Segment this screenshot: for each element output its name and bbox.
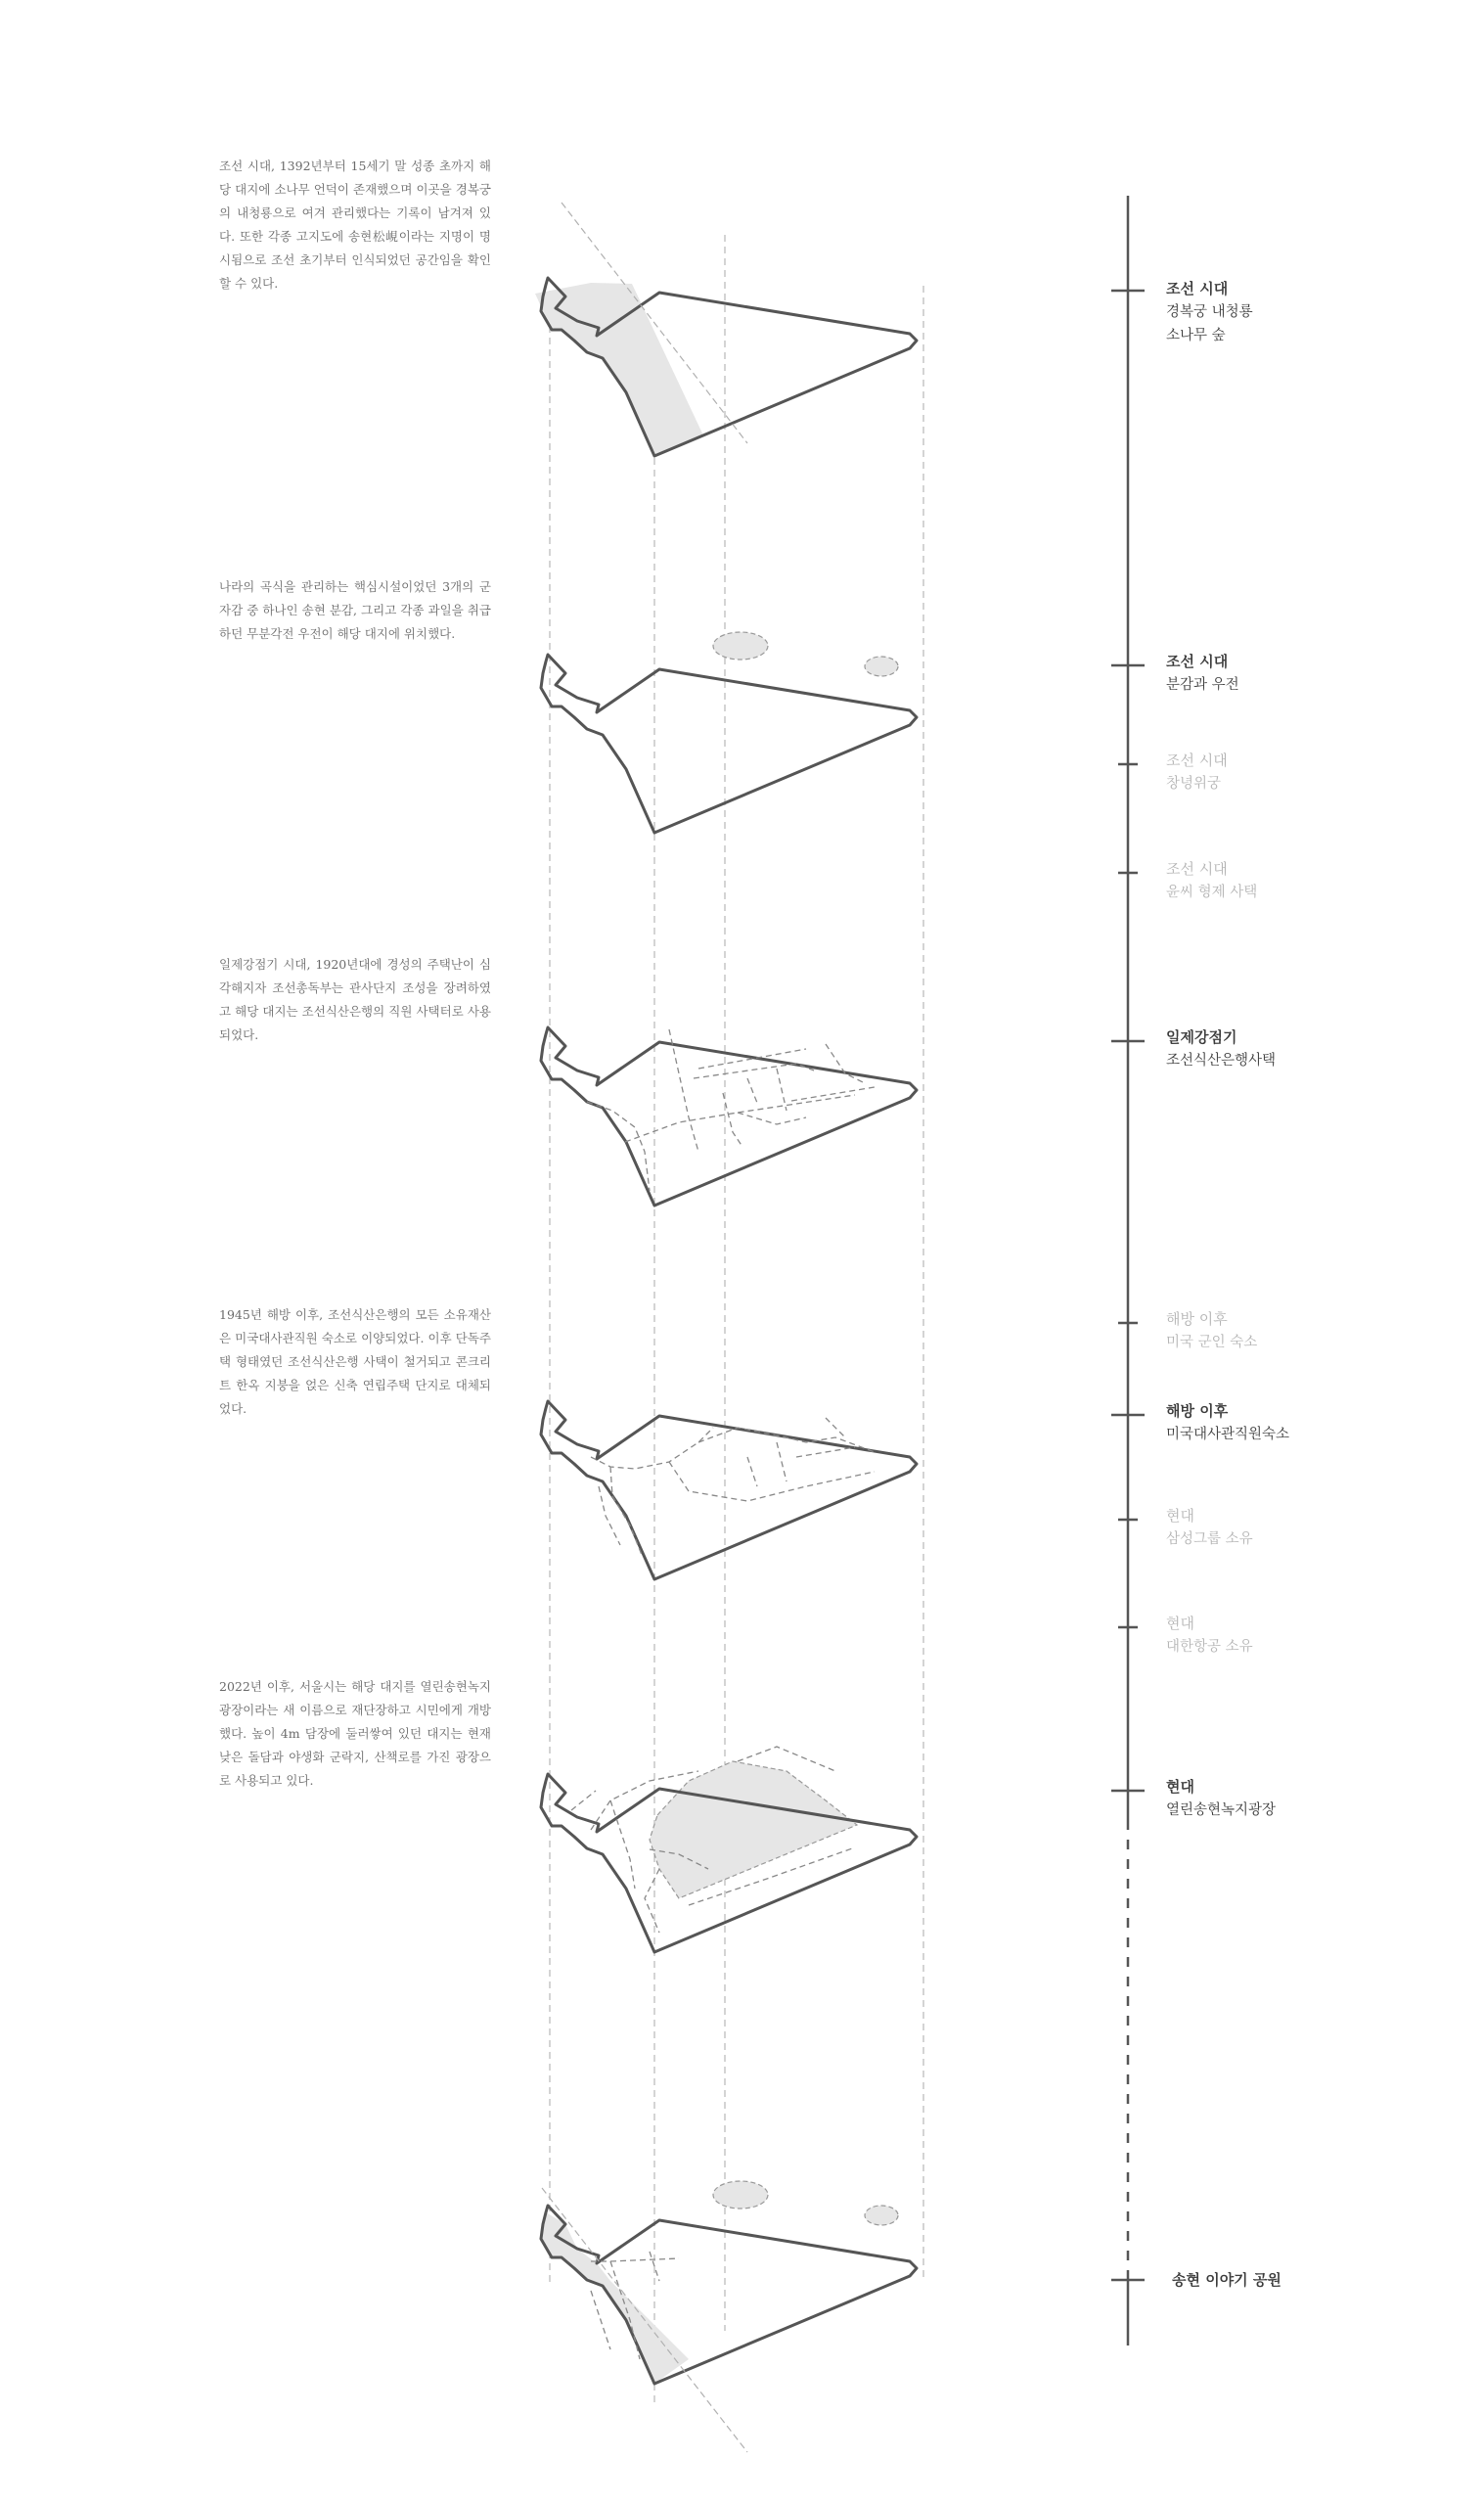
site-layer-4-embassy-housing (541, 1401, 917, 1579)
entry-name: 윤씨 형제 사택 (1166, 885, 1258, 900)
entry-era: 일제강점기 (1166, 1028, 1237, 1046)
timeline-entry-open-plaza (1166, 1775, 1276, 1822)
entry-name: 미국대사관직원숙소 (1166, 1427, 1290, 1442)
ujeon-store (865, 657, 898, 676)
entry-name-2: 소나무 숲 (1166, 328, 1226, 343)
site-layer-2-storehouse (541, 632, 917, 833)
entry-name: 대한항공 소유 (1166, 1639, 1253, 1655)
green-plaza-area (650, 1761, 857, 1898)
bungam-storehouse (713, 632, 768, 660)
entry-name: 미국 군인 숙소 (1166, 1335, 1258, 1350)
timeline-entry-joseon-storehouse (1166, 650, 1239, 697)
timeline-entry-korean-air (1166, 1612, 1253, 1659)
description-colonial-housing: 일제강점기 시대, 1920년대에 경성의 주택난이 심각해지자 조선총독부는 관사단지 조성을 장려하였고 해당 대지는 조선식산은행의 직원 사택터로 사용되었다. (219, 957, 491, 1042)
description-liberation-housing: 1945년 해방 이후, 조선식산은행의 모든 소유재산은 미국대사관직원 숙소로 이양되었다. 이후 단독주택 형태였던 조선식산은행 사택이 철거되고 콘크리트 한옥 지붕을 얹은 신축 연립주택 단지로 대체되었다. (219, 1307, 491, 1416)
timeline-entry-joseon-pine (1166, 277, 1253, 347)
entry-era: 조선 시대 (1166, 280, 1229, 297)
bungam-storehouse (713, 2181, 768, 2209)
park-forest-area (541, 2212, 689, 2384)
pine-forest-area (535, 283, 703, 456)
entry-name: 열린송현녹지광장 (1166, 1802, 1277, 1818)
entry-name: 경복궁 내청룡 (1166, 304, 1253, 320)
timeline-entry-samsung (1166, 1504, 1253, 1551)
timeline-entry-embassy (1166, 1399, 1289, 1446)
entry-name: 창녕위궁 (1166, 776, 1222, 792)
site-layer-1 (535, 203, 917, 456)
description-joseon-storehouse: 나라의 곡식을 관리하는 핵심시설이었던 3개의 군자감 중 하나인 송현 분감, 그리고 각종 과일을 취급하던 무분각전 우전이 해당 대지에 위치했다. (219, 579, 491, 641)
ujeon-store (865, 2206, 898, 2225)
entry-name: 삼성그룹 소유 (1166, 1531, 1253, 1547)
entry-name: 분감과 우전 (1166, 677, 1239, 693)
timeline-entry-us-soldiers (1166, 1307, 1257, 1354)
timeline-entry-yun-brothers (1166, 857, 1257, 904)
site-layer-3-company-housing (541, 1027, 917, 1206)
description-modern-plaza: 2022년 이후, 서울시는 해당 대지를 열린송현녹지광장이라는 새 이름으로 재단장하고 시민에게 개방했다. 높이 4m 담장에 둘러쌓여 있던 대지는 현재 낮은 돌담과 야생화 군락지, 산책로를 가진 광장으로 사용되고 있다. (219, 1679, 491, 1788)
entry-era: 현대 (1166, 1778, 1194, 1796)
timeline-entry-colonial (1166, 1025, 1276, 1072)
entry-era: 해방 이후 (1166, 1402, 1229, 1420)
site-layer-6-story-park (541, 2181, 917, 2452)
entry-era: 조선 시대 (1166, 653, 1229, 670)
entry-era: 송현 이야기 공원 (1172, 2271, 1282, 2289)
description-joseon-pine: 조선 시대, 1392년부터 15세기 말 성종 초까지 해당 대지에 소나무 언덕이 존재했으며 이곳을 경복궁의 내청룡으로 여겨 관리했다는 기록이 남겨져 있다. 또한 각종 고지도에 송현松峴이라는 지명이 명시됨으로 조선 초기부터 인식되었던 공간임을 확인할 수 있다. (219, 159, 491, 291)
site-layer-5-open-plaza (541, 1747, 917, 1952)
projection-guides (550, 235, 923, 2404)
timeline-entry-changnyeong (1166, 749, 1228, 796)
timeline (1111, 196, 1145, 2346)
entry-name: 조선식산은행사택 (1166, 1053, 1277, 1069)
timeline-entry-story-park (1172, 2268, 1282, 2292)
entry-era: 현대 (1166, 1507, 1194, 1525)
entry-era: 조선 시대 (1166, 752, 1228, 769)
entry-era: 해방 이후 (1166, 1310, 1228, 1328)
entry-era: 현대 (1166, 1615, 1194, 1632)
axis-line (542, 2188, 747, 2452)
entry-era: 조선 시대 (1166, 860, 1228, 878)
